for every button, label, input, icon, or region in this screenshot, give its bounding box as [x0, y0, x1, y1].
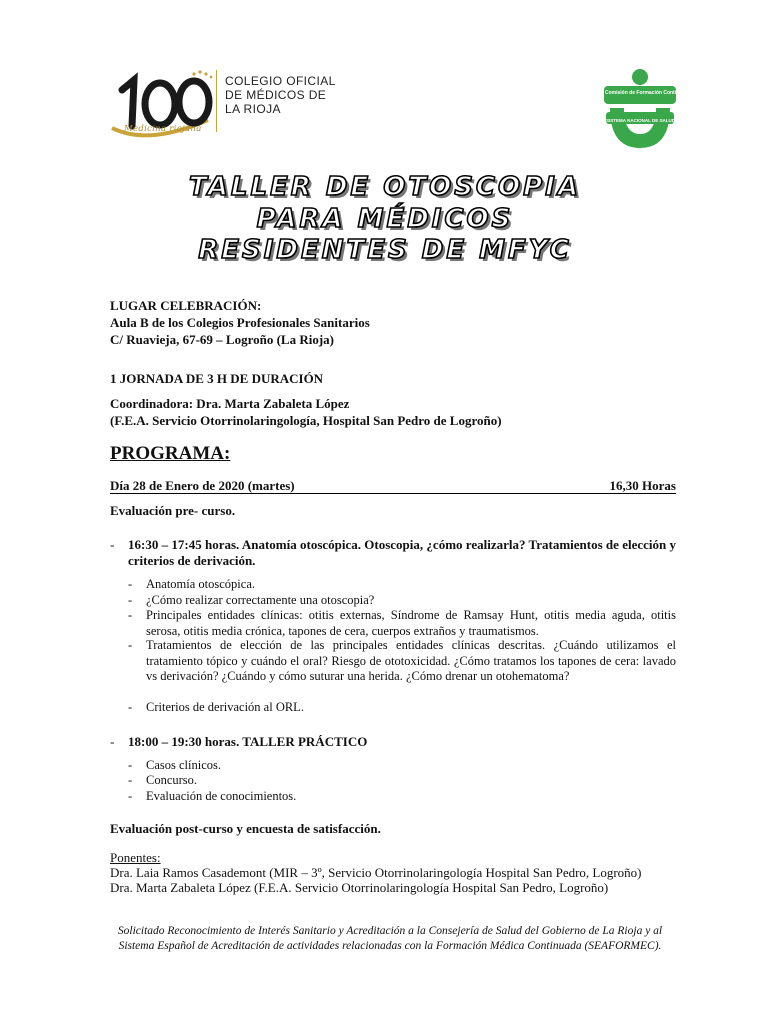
- s2-dash-1: -: [128, 758, 133, 772]
- org-name-line-3: LA RIOJA: [225, 102, 281, 116]
- jornada: 1 JORNADA DE 3 H DE DURACIÓN: [110, 371, 324, 386]
- coordinadora-line-2: (F.E.A. Servicio Otorrinolaringología, Hospital San Pedro de Logroño): [110, 413, 502, 428]
- logo-divider: [216, 70, 217, 132]
- programa-heading: PROGRAMA:: [110, 443, 231, 464]
- session-1-dash: -: [110, 537, 115, 552]
- pre-evaluation: Evaluación pre- curso.: [110, 503, 236, 518]
- s2-item-3: Evaluación de conocimientos.: [146, 789, 297, 803]
- day-time: 16,30 Horas: [609, 478, 676, 493]
- lugar-line-1: Aula B de los Colegios Profesionales Sanitarios: [110, 315, 370, 330]
- s1-item-2: ¿Cómo realizar correctamente una otoscopia?: [146, 593, 375, 607]
- session-2-dash: -: [110, 734, 115, 749]
- title-line-3: RESIDENTES DE MFYC: [198, 235, 572, 265]
- s2-dash-3: -: [128, 789, 133, 803]
- coordinadora-line-1: Coordinadora: Dra. Marta Zabaleta López: [110, 396, 350, 411]
- org-name: [225, 74, 336, 116]
- s1-dash-3: -: [128, 608, 133, 622]
- logo-right-top-text: Comisión de Formación Continuada: [605, 90, 691, 96]
- day-row: [110, 478, 676, 494]
- lugar-heading: LUGAR CELEBRACIÓN:: [110, 298, 262, 313]
- s1-item-3: Principales entidades clínicas: otitis externas, Síndrome de Ramsay Hunt, otitis media aguda, otitis serosa, otitis media crónica, tapones de cera, cuerpos extraños y traumatismos.: [146, 608, 676, 638]
- formacion-continuada-logo: [600, 68, 691, 150]
- org-name-line-2: DE MÉDICOS DE: [225, 88, 327, 102]
- s1-dash-1: -: [128, 577, 133, 591]
- lugar-line-2: C/ Ruavieja, 67-69 – Logroño (La Rioja): [110, 332, 335, 347]
- s1-item-1: Anatomía otoscópica.: [146, 577, 255, 591]
- s2-dash-2: -: [128, 773, 133, 787]
- session-1-title: 16:30 – 17:45 horas. Anatomía otoscópica. Otoscopia, ¿cómo realizarla? Tratamientos de elección y criterios de derivación.: [128, 537, 676, 568]
- s1-item-5: Criterios de derivación al ORL.: [146, 700, 304, 714]
- ponente-2: Dra. Marta Zabaleta López (F.E.A. Servicio Otorrinolaringología Hospital San Pedro, Logroño): [110, 880, 609, 895]
- title-line-1: TALLER DE OTOSCOPIA: [189, 172, 581, 202]
- colegio-medicos-logo: [108, 68, 348, 148]
- cfc-emblem: [600, 68, 691, 150]
- s1-dash-2: -: [128, 593, 133, 607]
- s2-item-2: Concurso.: [146, 773, 198, 787]
- ponente-1: Dra. Laia Ramos Casademont (MIR – 3º, Servicio Otorrinolaringología Hospital San Pedro, Logroño): [110, 865, 642, 880]
- accreditation-footer: Solicitado Reconocimiento de Interés Sanitario y Acreditación a la Consejería de Salud del Gobierno de La Rioja y al Sistema Español de Acreditación de actividades relacionadas con la Formación Médica Continuada (SEAFORMEC).: [117, 925, 663, 952]
- s1-item-4: Tratamientos de elección de las principales entidades clínicas descritas. ¿Cuándo utilizamos el tratamiento tópico y cuándo el oral? Riesgo de ototoxicidad. ¿Cómo tratamos los tapones de cera: lavado vs derivación? ¿Cuándo y cómo suturar una herida. ¿Cómo drenar un otohematoma?: [146, 638, 676, 683]
- session-2-title: 18:00 – 19:30 horas. TALLER PRÁCTICO: [128, 734, 368, 749]
- logo-right-bottom-text: SISTEMA NACIONAL DE SALUD: [606, 118, 676, 123]
- centenary-100-emblem: [108, 68, 220, 148]
- s1-dash-4: -: [128, 638, 133, 652]
- post-evaluation: Evaluación post-curso y encuesta de satisfacción.: [110, 821, 381, 836]
- title-line-2: PARA MÉDICOS: [256, 204, 514, 234]
- logo-motto: Medicina riojana: [124, 124, 202, 134]
- s1-dash-5: -: [128, 700, 133, 714]
- ponentes-heading: Ponentes:: [110, 850, 161, 865]
- s2-item-1: Casos clínicos.: [146, 758, 221, 772]
- org-name-line-1: COLEGIO OFICIAL: [225, 74, 336, 88]
- day-label: Día 28 de Enero de 2020 (martes): [110, 478, 295, 493]
